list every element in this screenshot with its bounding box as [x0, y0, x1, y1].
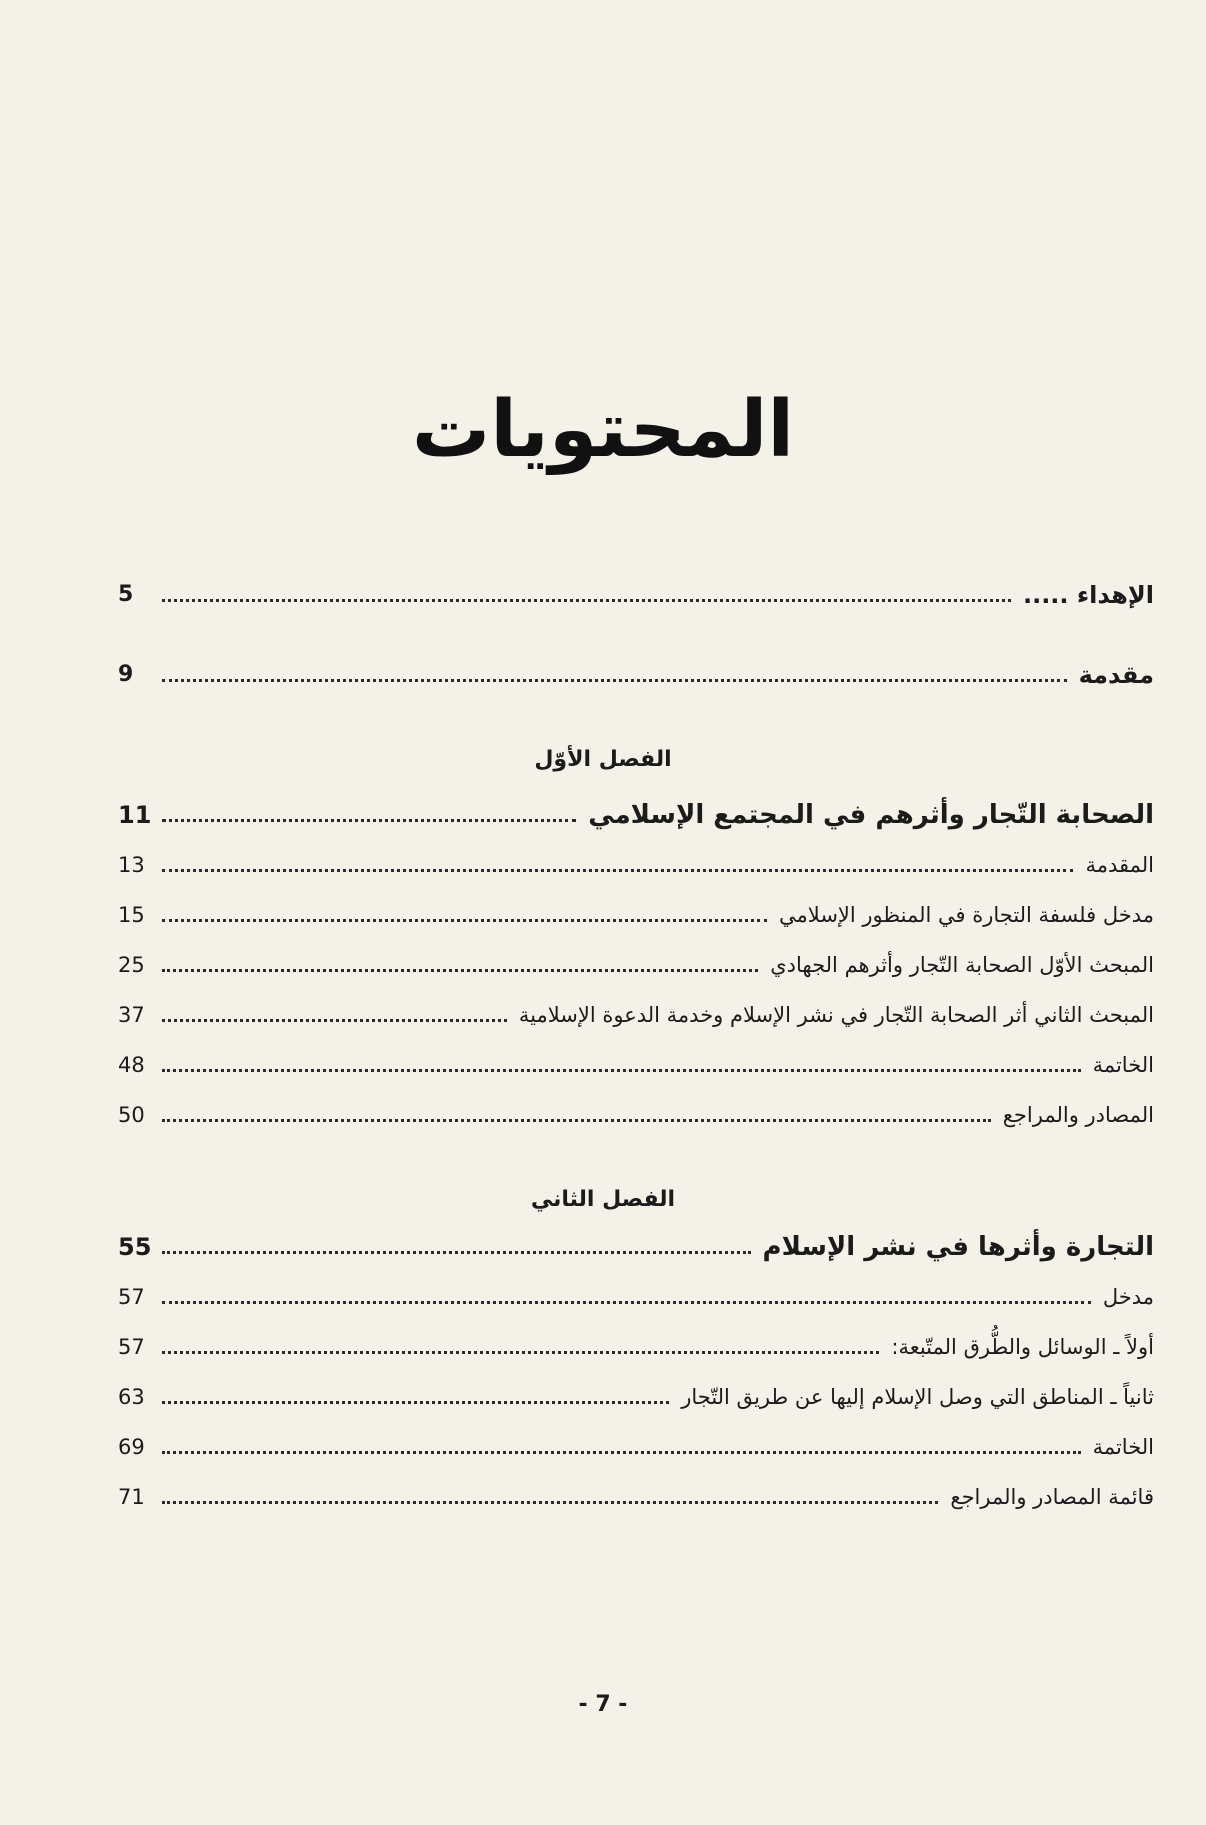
toc-entry [118, 1322, 1154, 1362]
toc-entry-page: 55 [118, 1233, 152, 1261]
toc-entry [118, 1272, 1154, 1312]
toc-entry-page: 13 [118, 853, 145, 877]
toc-entry-page: 71 [118, 1485, 145, 1509]
toc-entry-dedication [118, 570, 1154, 610]
toc-entry-label: المبحث الثاني أثر الصحابة التّجار في نشر الإسلام وخدمة الدعوة الإسلامية [518, 1003, 1154, 1027]
toc-entry-page: 63 [118, 1385, 145, 1409]
dot-leader [162, 1351, 879, 1354]
dot-leader [162, 1119, 991, 1122]
toc-entry-label: مدخل فلسفة التجارة في المنظور الإسلامي [779, 903, 1154, 927]
dot-leader [162, 919, 767, 922]
dot-leader [162, 969, 758, 972]
dot-leader [162, 1301, 1091, 1304]
toc-entry-label: المقدمة [1085, 853, 1154, 877]
dot-leader [162, 1451, 1081, 1454]
toc-entry [118, 1472, 1154, 1512]
toc-entry-label: مقدمة [1078, 661, 1154, 689]
toc-entry-label: ثانياً ـ المناطق التي وصل الإسلام إليها عن طريق التّجار [681, 1385, 1154, 1409]
toc-entry [118, 1090, 1154, 1130]
toc-entry [118, 1422, 1154, 1462]
toc-entry-page: 50 [118, 1103, 145, 1127]
dot-leader [162, 679, 1067, 682]
toc-entry-page: 57 [118, 1335, 145, 1359]
toc-entry-label: الصحابة التّجار وأثرهم في المجتمع الإسلامي [588, 800, 1154, 830]
toc-entry-page: 15 [118, 903, 145, 927]
toc-entry-page: 69 [118, 1435, 145, 1459]
toc-entry [118, 890, 1154, 930]
toc-entry-label: الخاتمة [1092, 1053, 1154, 1077]
toc-entry-page: 5 [118, 582, 134, 607]
toc-entry-introduction [118, 650, 1154, 690]
toc-entry [118, 940, 1154, 980]
toc-chapter1-title [118, 790, 1154, 830]
toc-entry [118, 840, 1154, 880]
dot-leader [162, 1069, 1081, 1072]
toc-entry-label: أولاً ـ الوسائل والطُّرق المتّبعة: [891, 1335, 1154, 1359]
toc-entry [118, 1040, 1154, 1080]
toc-entry-label: الخاتمة [1092, 1435, 1154, 1459]
dot-leader [162, 1501, 938, 1504]
toc-entry-label: المصادر والمراجع [1002, 1103, 1154, 1127]
toc-entry-page: 48 [118, 1053, 145, 1077]
dot-leader [162, 1019, 507, 1022]
toc-entry-label: قائمة المصادر والمراجع [950, 1485, 1154, 1509]
toc-entry-label: الإهداء ..... [1022, 581, 1154, 609]
toc-entry-label: المبحث الأوّل الصحابة التّجار وأثرهم الجهادي [770, 953, 1154, 977]
toc-entry-page: 9 [118, 662, 134, 687]
toc-entry-label: مدخل [1102, 1285, 1154, 1309]
page-title: المحتويات [411, 385, 795, 475]
toc-chapter2-title [118, 1222, 1154, 1262]
page-number: - 7 - [578, 1692, 628, 1717]
toc-entry-label: التجارة وأثرها في نشر الإسلام [762, 1232, 1154, 1262]
toc-entry-page: 25 [118, 953, 145, 977]
toc-entry-page: 57 [118, 1285, 145, 1309]
dot-leader [162, 599, 1011, 602]
dot-leader [162, 1401, 669, 1404]
toc-entry-page: 37 [118, 1003, 145, 1027]
toc-entry [118, 1372, 1154, 1412]
toc-entry [118, 990, 1154, 1030]
dot-leader [162, 869, 1073, 872]
dot-leader [162, 819, 576, 822]
chapter1-heading: الفصل الأوّل [534, 747, 672, 772]
toc-entry-page: 11 [118, 801, 152, 829]
chapter2-heading: الفصل الثاني [530, 1187, 676, 1212]
dot-leader [162, 1251, 751, 1254]
